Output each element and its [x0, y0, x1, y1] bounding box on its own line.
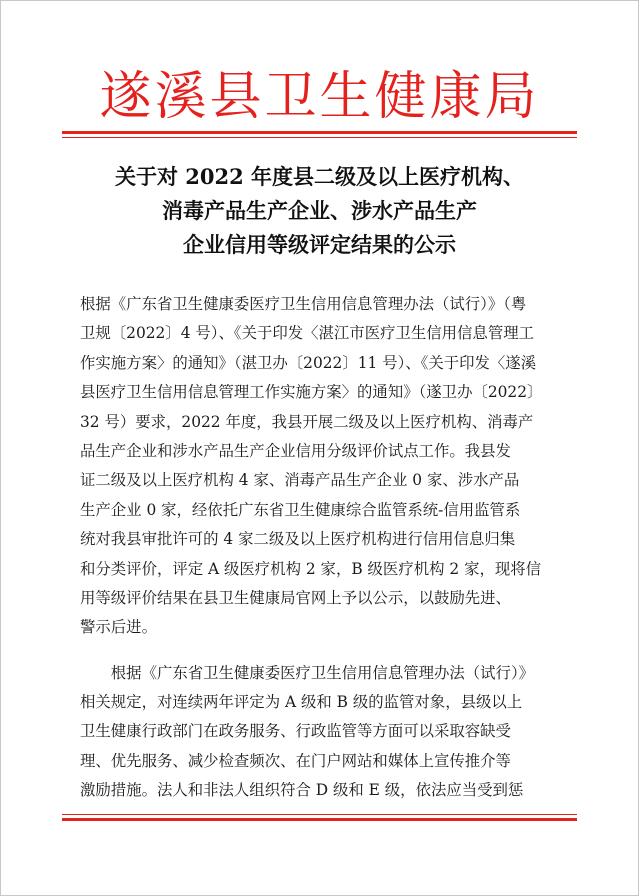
body-line: 相关规定，对连续两年评定为 A 级和 B 级的监管对象，县级以上 — [80, 693, 523, 712]
body-line: 证二级及以上医疗机构 4 家、消毒产品生产企业 0 家、涉水产品 — [80, 471, 520, 490]
body-line: 用等级评价结果在县卫生健康局官网上予以公示，以鼓励先进、 — [80, 588, 511, 607]
body-line: 理、优先服务、减少检查频次、在门户网站和媒体上宣传推介等 — [80, 751, 511, 770]
document-body — [80, 290, 566, 806]
org-header-title: 遂溪县卫生健康局 — [99, 67, 540, 127]
body-line: 生产企业 0 家，经依托广东省卫生健康综合监管系统-信用监管系 — [80, 500, 521, 519]
body-line: 警示后进。 — [80, 618, 157, 637]
header-red-rule-thin — [62, 137, 577, 138]
footer-red-rule-thick — [62, 818, 577, 821]
document-title-line: 关于对 2022 年度县二级及以上医疗机构、 — [114, 164, 525, 189]
body-line: 作实施方案〉的通知》（湛卫办〔2022〕11 号）、《关于印发〈遂溪 — [80, 353, 537, 372]
paragraph-gap — [80, 643, 566, 659]
document-title-line: 消毒产品生产企业、涉水产品生产 — [162, 198, 477, 223]
document-title-line: 企业信用等级评定结果的公示 — [183, 232, 456, 257]
body-line: 品生产企业和涉水产品生产企业信用分级评价试点工作。我县发 — [80, 441, 511, 460]
body-line: 统对我县审批许可的 4 家二级及以上医疗机构进行信用信息归集 — [80, 530, 516, 549]
body-line: 卫生健康行政部门在政务服务、行政监管等方面可以采取容缺受 — [80, 722, 511, 741]
body-line: 和分类评价，评定 A 级医疗机构 2 家，B 级医疗机构 2 家，现将信 — [80, 559, 542, 578]
body-line: 卫规〔2022〕4 号）、《关于印发〈湛江市医疗卫生信用信息管理工 — [80, 324, 534, 343]
header-red-rule-thick — [62, 131, 577, 134]
body-line: 32 号）要求，2022 年度，我县开展二级及以上医疗机构、消毒产 — [80, 412, 534, 431]
paragraph-2 — [80, 659, 566, 806]
footer-red-rule-thin — [62, 814, 577, 815]
body-line: 根据《广东省卫生健康委医疗卫生信用信息管理办法（试行）》 — [80, 663, 535, 682]
body-line: 激励措施。法人和非法人组织符合 D 级和 E 级，依法应当受到惩 — [80, 781, 524, 800]
body-line: 县医疗卫生信用信息管理工作实施方案〉的通知》（遂卫办〔2022〕 — [80, 383, 543, 402]
body-line: 根据《广东省卫生健康委医疗卫生信用信息管理办法（试行）》（粤 — [80, 295, 527, 313]
paragraph-1 — [80, 290, 566, 643]
document-title — [40, 160, 599, 262]
